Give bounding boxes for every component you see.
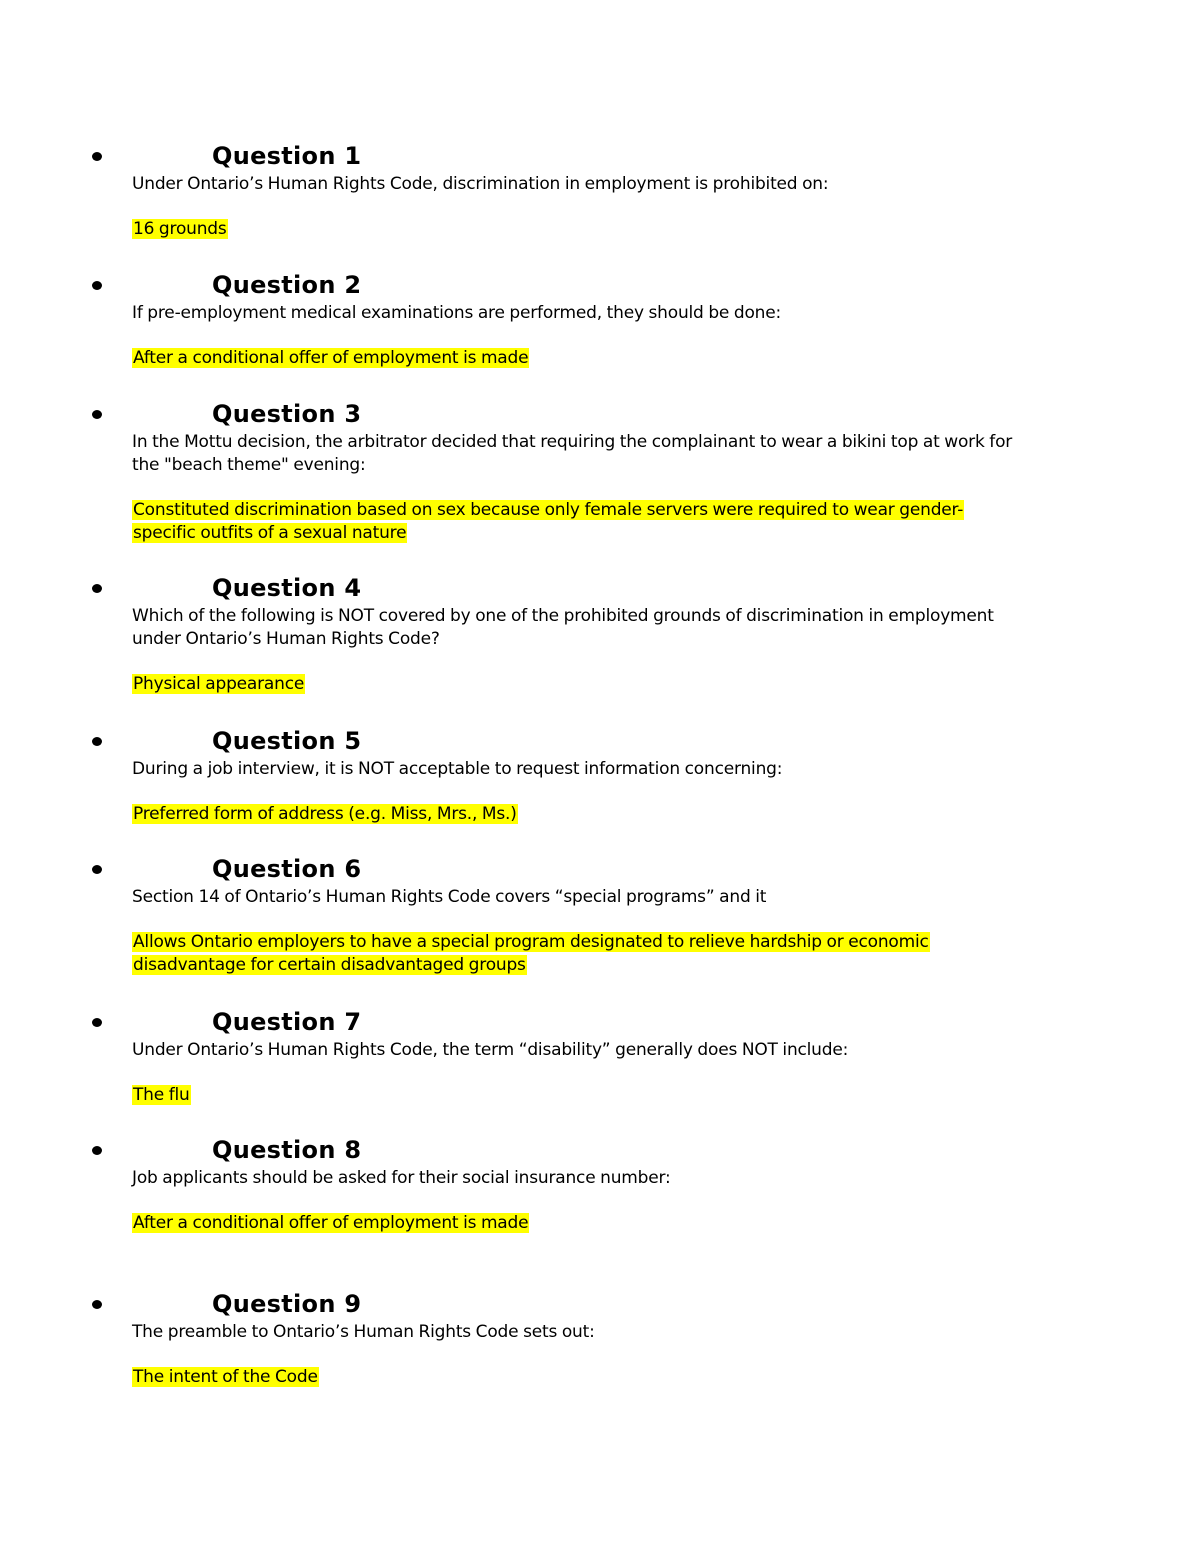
- question-text: In the Mottu decision, the arbitrator decided that requiring the complainant to wear a bikini top at work for the "beach theme" evening:: [132, 432, 1013, 475]
- question-title: Question 9: [212, 1290, 362, 1318]
- question-text: The preamble to Ontario’s Human Rights Code sets out:: [132, 1322, 595, 1342]
- answer-text: [132, 499, 1022, 545]
- question-text: Job applicants should be asked for their social insurance number:: [132, 1168, 671, 1188]
- bullet-icon: [92, 410, 102, 419]
- question-text: Under Ontario’s Human Rights Code, the term “disability” generally does NOT include:: [132, 1040, 849, 1060]
- question-title: Question 5: [212, 727, 362, 755]
- question-text: Which of the following is NOT covered by one of the prohibited grounds of discrimination in employment under Ontario’s Human Rights Code?: [132, 606, 994, 649]
- bullet-icon: [92, 281, 102, 290]
- answer-highlight: After a conditional offer of employment is made: [133, 1213, 529, 1233]
- answer-highlight: Preferred form of address (e.g. Miss, Mrs., Ms.): [133, 804, 517, 824]
- question-text: Under Ontario’s Human Rights Code, discrimination in employment is prohibited on:: [132, 174, 829, 194]
- question-text: Section 14 of Ontario’s Human Rights Code covers “special programs” and it: [132, 887, 767, 907]
- bullet-icon: [92, 737, 102, 746]
- question-title: Question 8: [212, 1136, 362, 1164]
- question-text: If pre-employment medical examinations are performed, they should be done:: [132, 303, 782, 323]
- bullet-icon: [92, 865, 102, 874]
- bullet-icon: [92, 1018, 102, 1027]
- question-title: Question 3: [212, 400, 362, 428]
- answer-text: [132, 803, 1022, 826]
- question-title: Question 1: [212, 142, 362, 170]
- question-title: Question 7: [212, 1008, 362, 1036]
- answer-text: [132, 218, 1022, 241]
- bullet-icon: [92, 152, 102, 161]
- answer-highlight: The intent of the Code: [133, 1367, 318, 1387]
- bullet-icon: [92, 584, 102, 593]
- answer-text: [132, 347, 1022, 370]
- answer-text: [132, 1212, 1022, 1235]
- answer-highlight: Constituted discrimination based on sex because only female servers were required to wear gender-specific outfits of a sexual nature: [133, 500, 964, 543]
- answer-highlight: Physical appearance: [133, 674, 305, 694]
- answer-highlight: 16 grounds: [133, 219, 227, 239]
- bullet-icon: [92, 1146, 102, 1155]
- question-title: Question 6: [212, 855, 362, 883]
- answer-text: [132, 673, 1022, 696]
- answer-highlight: After a conditional offer of employment is made: [133, 348, 529, 368]
- question-title: Question 2: [212, 271, 362, 299]
- answer-highlight: The flu: [133, 1085, 190, 1105]
- answer-text: [132, 1084, 1022, 1107]
- answer-text: [132, 931, 1022, 977]
- question-title: Question 4: [212, 574, 362, 602]
- answer-text: [132, 1366, 1022, 1389]
- bullet-icon: [92, 1300, 102, 1309]
- answer-highlight: Allows Ontario employers to have a special program designated to relieve hardship or economic disadvantage for certain disadvantaged groups: [133, 932, 929, 975]
- question-text: During a job interview, it is NOT acceptable to request information concerning:: [132, 759, 783, 779]
